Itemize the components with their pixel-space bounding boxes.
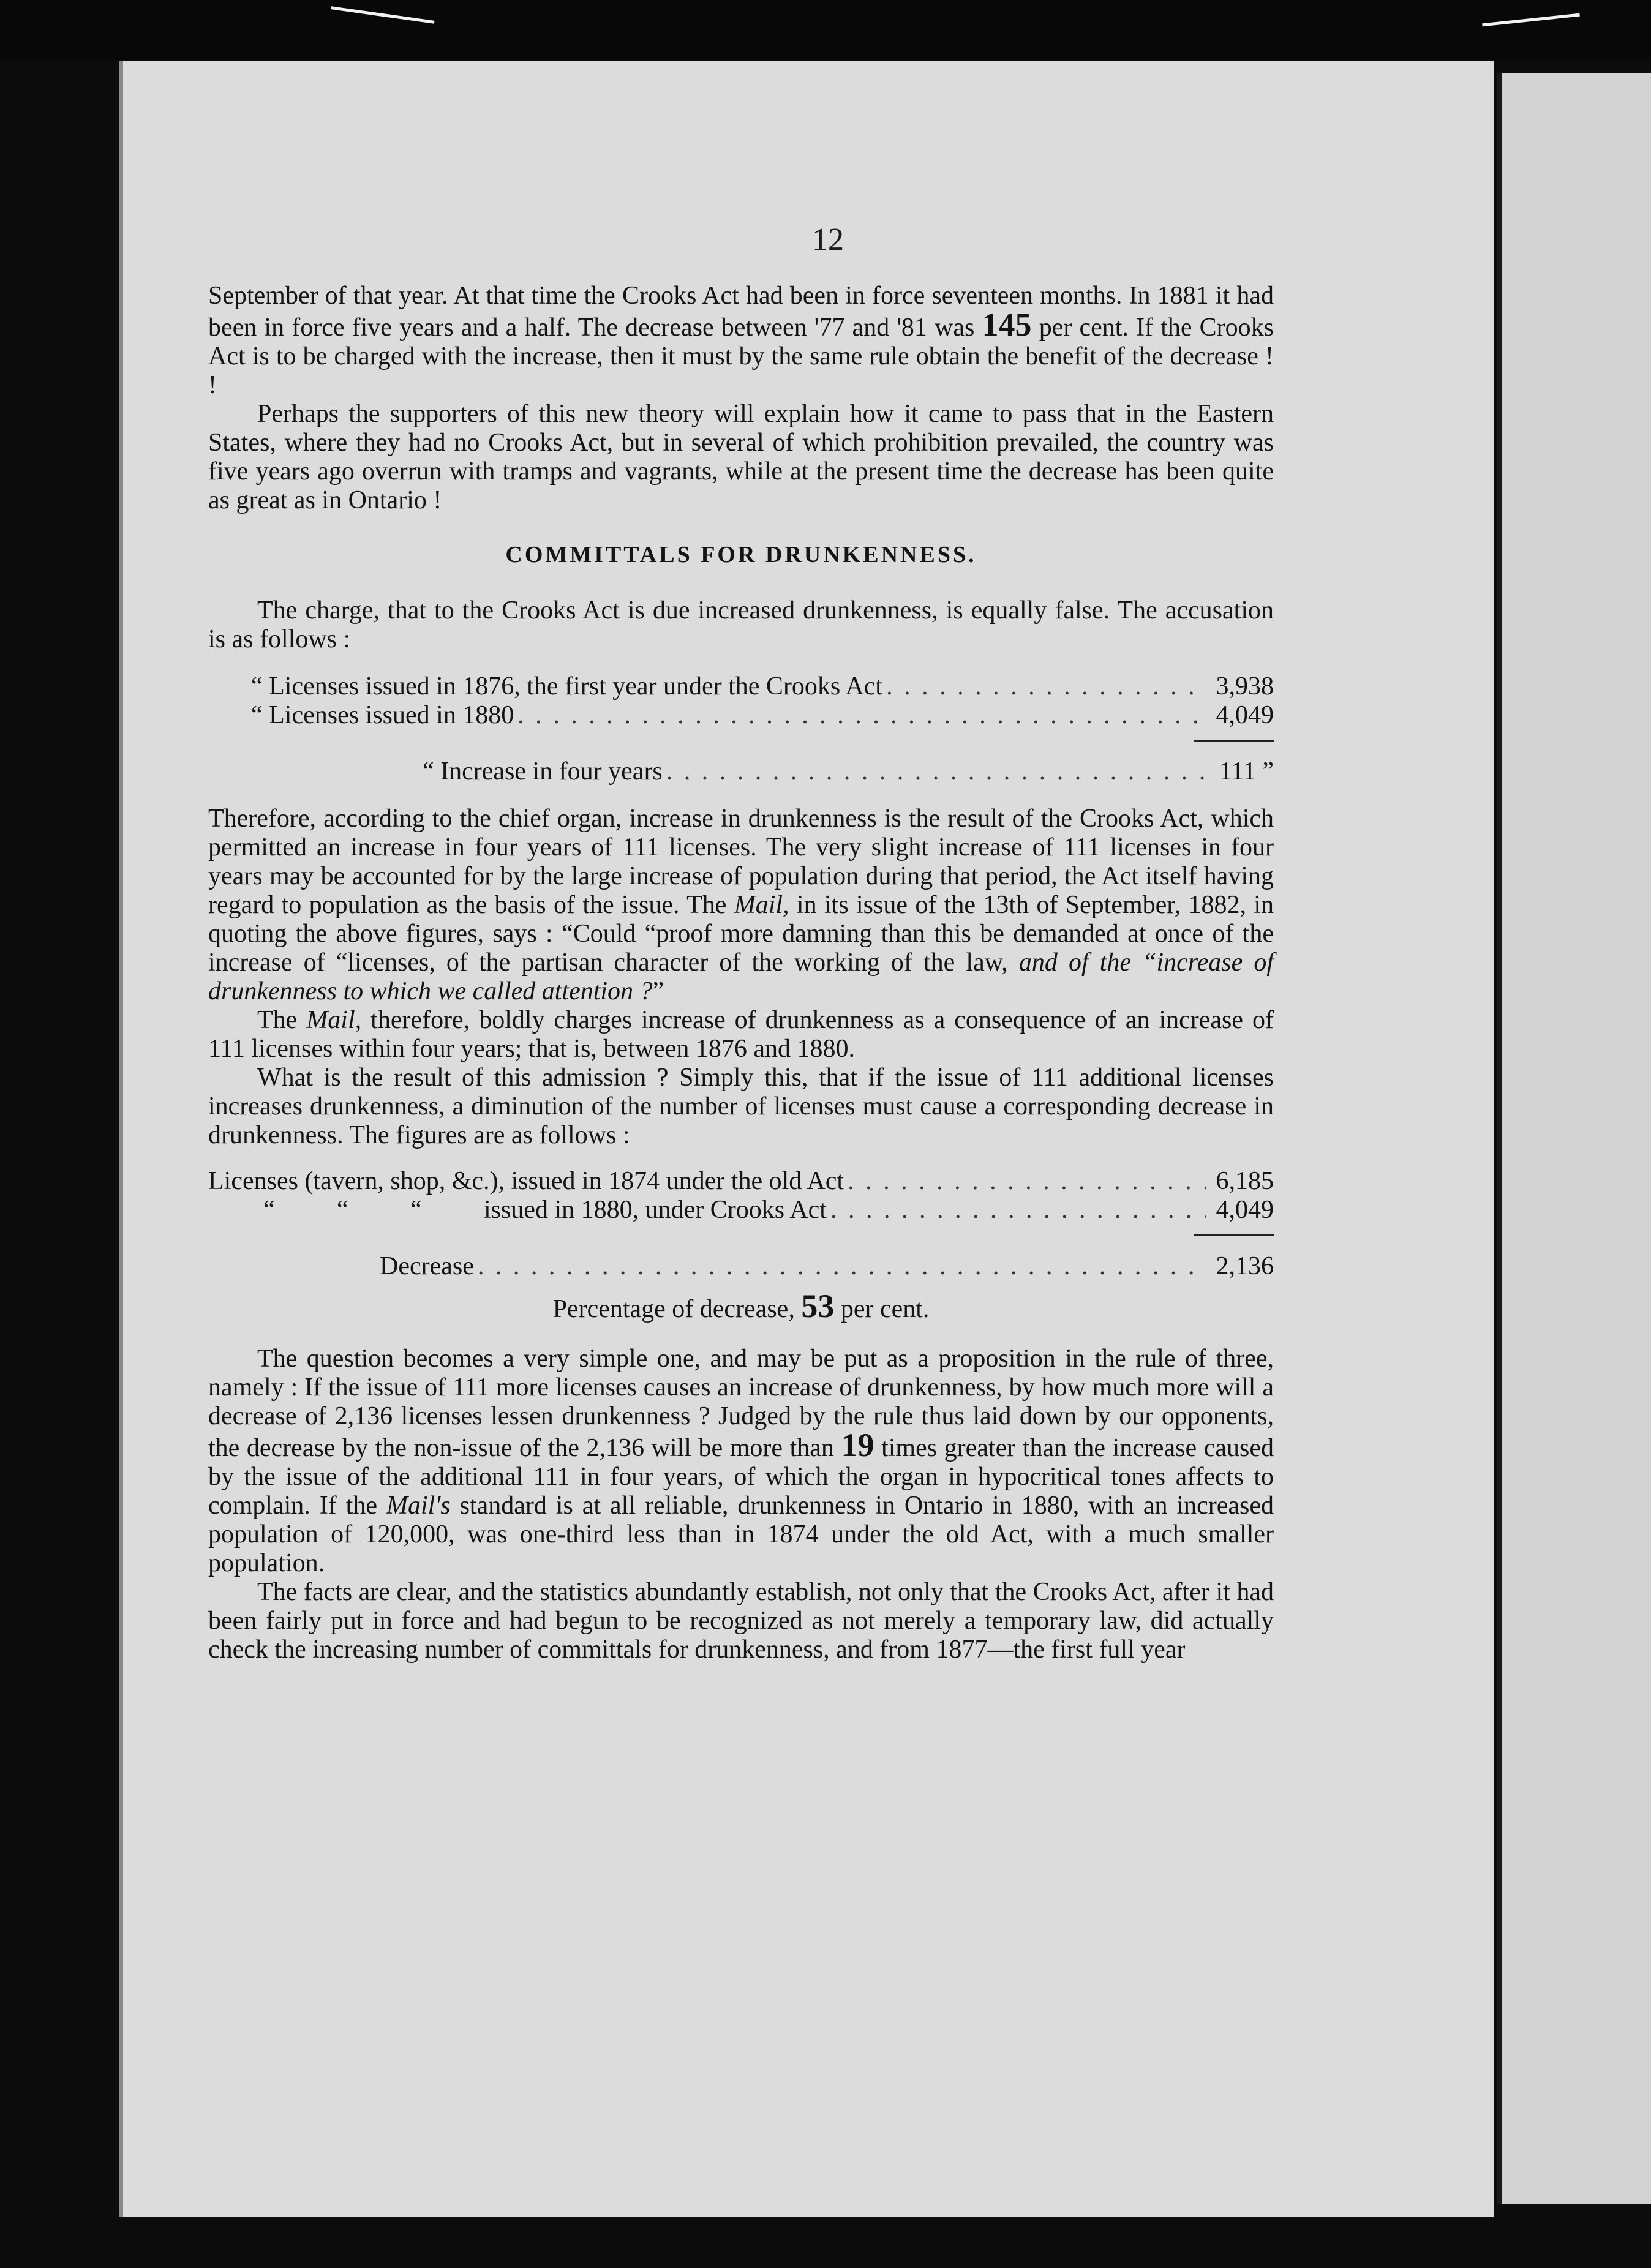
italic-quote: and of the “increase of drunkenness to which we called attention ? <box>208 948 1274 1005</box>
page-body <box>208 282 1274 1664</box>
total-value: 2,136 <box>1216 1252 1274 1280</box>
table-row <box>208 1167 1274 1196</box>
paragraph-therefore-3: What is the result of this admission ? Simply this, that if the issue of 111 additional licenses increases drunkenness, a diminution of the number of licenses must cause a corresponding decrease in drunkenness. The figures are as follows : <box>208 1064 1274 1149</box>
scan-border-top <box>0 0 1651 61</box>
newspaper-name: Mail, <box>734 891 789 919</box>
leader-dots <box>663 757 1206 786</box>
paragraph-therefore-1: Therefore, according to the chief organ, increase in drunkenness is the result of the Crooks Act, which permitted an increase in four years of 111 licenses. The very slight increase of 111 licenses in four years may be accounted for by the large increase of population during that period, the Act itself having regard to population as the basis of the issue. The Mail, in its issue of the 13th of September, 1882, in quoting the above figures, says : “Could “proof more damning than this be demanded at once of the increase of “licenses, of the partisan character of the working of the law, and of the “increase of drunkenness to which we called attention ?” <box>208 805 1274 1005</box>
row-label: “ Licenses issued in 1876, the first year under the Crooks Act <box>251 672 883 700</box>
ditto-mark: “ <box>410 1196 422 1224</box>
row-label: Licenses (tavern, shop, &c.), issued in 1874 under the old Act <box>208 1167 844 1195</box>
row-value: 4,049 <box>1216 1196 1274 1224</box>
ditto-mark: “ <box>263 1196 275 1224</box>
table-row <box>251 701 1274 730</box>
row-value: 4,049 <box>1216 701 1274 729</box>
table-row <box>251 672 1274 701</box>
newspaper-name: Mail's <box>386 1492 451 1520</box>
paragraph-question-2: The facts are clear, and the statistics abundantly establish, not only that the Crooks Act, after it had been fairly put in force and had begun to be recognized as not merely a temporary law, did actually check the increasing number of committals for drunkenness, and from 1877—the first full year <box>208 1578 1274 1664</box>
table-total-row <box>251 757 1274 786</box>
table-total-row <box>208 1252 1274 1281</box>
sum-rule <box>1194 1234 1274 1236</box>
page-number: 12 <box>812 222 844 257</box>
emphasis-number: 53 <box>801 1288 835 1324</box>
total-value: 111 ” <box>1219 757 1274 786</box>
sum-rule <box>1194 740 1274 742</box>
row-value: 6,185 <box>1216 1167 1274 1195</box>
leader-dots <box>844 1167 1206 1196</box>
paragraph-intro-2: Perhaps the supporters of this new theory will explain how it came to pass that in the Eastern States, where they had no Crooks Act, but in several of which prohibition prevailed, the country was five years ago overrun with tramps and vagrants, while at the present time the decrease has been quite as great as in Ontario ! <box>208 400 1274 514</box>
row-label: “ Licenses issued in 1880 <box>251 701 514 729</box>
emphasis-number: 145 <box>982 306 1032 343</box>
leader-dots <box>474 1252 1206 1281</box>
ditto-mark: “ <box>337 1196 348 1224</box>
newspaper-name: Mail, <box>306 1006 362 1034</box>
leader-dots <box>882 672 1206 701</box>
row-label-dittos: “ “ “ issued in 1880, under Crooks Act <box>263 1196 827 1224</box>
leader-dots <box>827 1196 1206 1225</box>
table-row <box>208 1196 1274 1225</box>
paragraph-question-1: The question becomes a very simple one, and may be put as a proposition in the rule of three, namely : If the issue of 111 more licenses causes an increase of drunkenness, by how much more will a decrease of 2,136 licenses lessen drunkenness ? Judged by the rule thus laid down by our opponents, the decrease by the non-issue of the 2,136 will be more than 19 times greater than the increase caused by the issue of the additional 111 in four years, of which the organ in hypocritical tones affects to complain. If the Mail's standard is at all reliable, drunkenness in Ontario in 1880, with an increased population of 120,000, was one-third less than in 1874 under the old Act, with a much smaller population. <box>208 1345 1274 1577</box>
adjacent-page-edge <box>1497 73 1651 2204</box>
section-heading: COMMITTALS FOR DRUNKENNESS. <box>505 542 977 568</box>
paragraph-intro-1: September of that year. At that time the Crooks Act had been in force seventeen months. In 1881 it had been in force five years and a half. The decrease between '77 and '81 was 145 per cent. If the Crooks Act is to be charged with the increase, then it must by the same rule obtain the benefit of the decrease ! ! <box>208 282 1274 399</box>
total-label: “ Increase in four years <box>423 757 663 786</box>
emphasis-number: 19 <box>841 1427 874 1463</box>
licenses-table-1876-1880 <box>208 672 1274 786</box>
percentage-line: Percentage of decrease, 53 per cent. <box>552 1288 930 1324</box>
row-value: 3,938 <box>1216 672 1274 700</box>
total-label: Decrease <box>380 1252 474 1280</box>
leader-dots <box>514 701 1206 730</box>
licenses-table-1874-1880 <box>208 1167 1274 1324</box>
paragraph-therefore-2: The Mail, therefore, boldly charges increase of drunkenness as a consequence of an increase of 111 licenses within four years; that is, between 1876 and 1880. <box>208 1006 1274 1063</box>
paragraph-charge: The charge, that to the Crooks Act is due increased drunkenness, is equally false. The accusation is as follows : <box>208 596 1274 653</box>
